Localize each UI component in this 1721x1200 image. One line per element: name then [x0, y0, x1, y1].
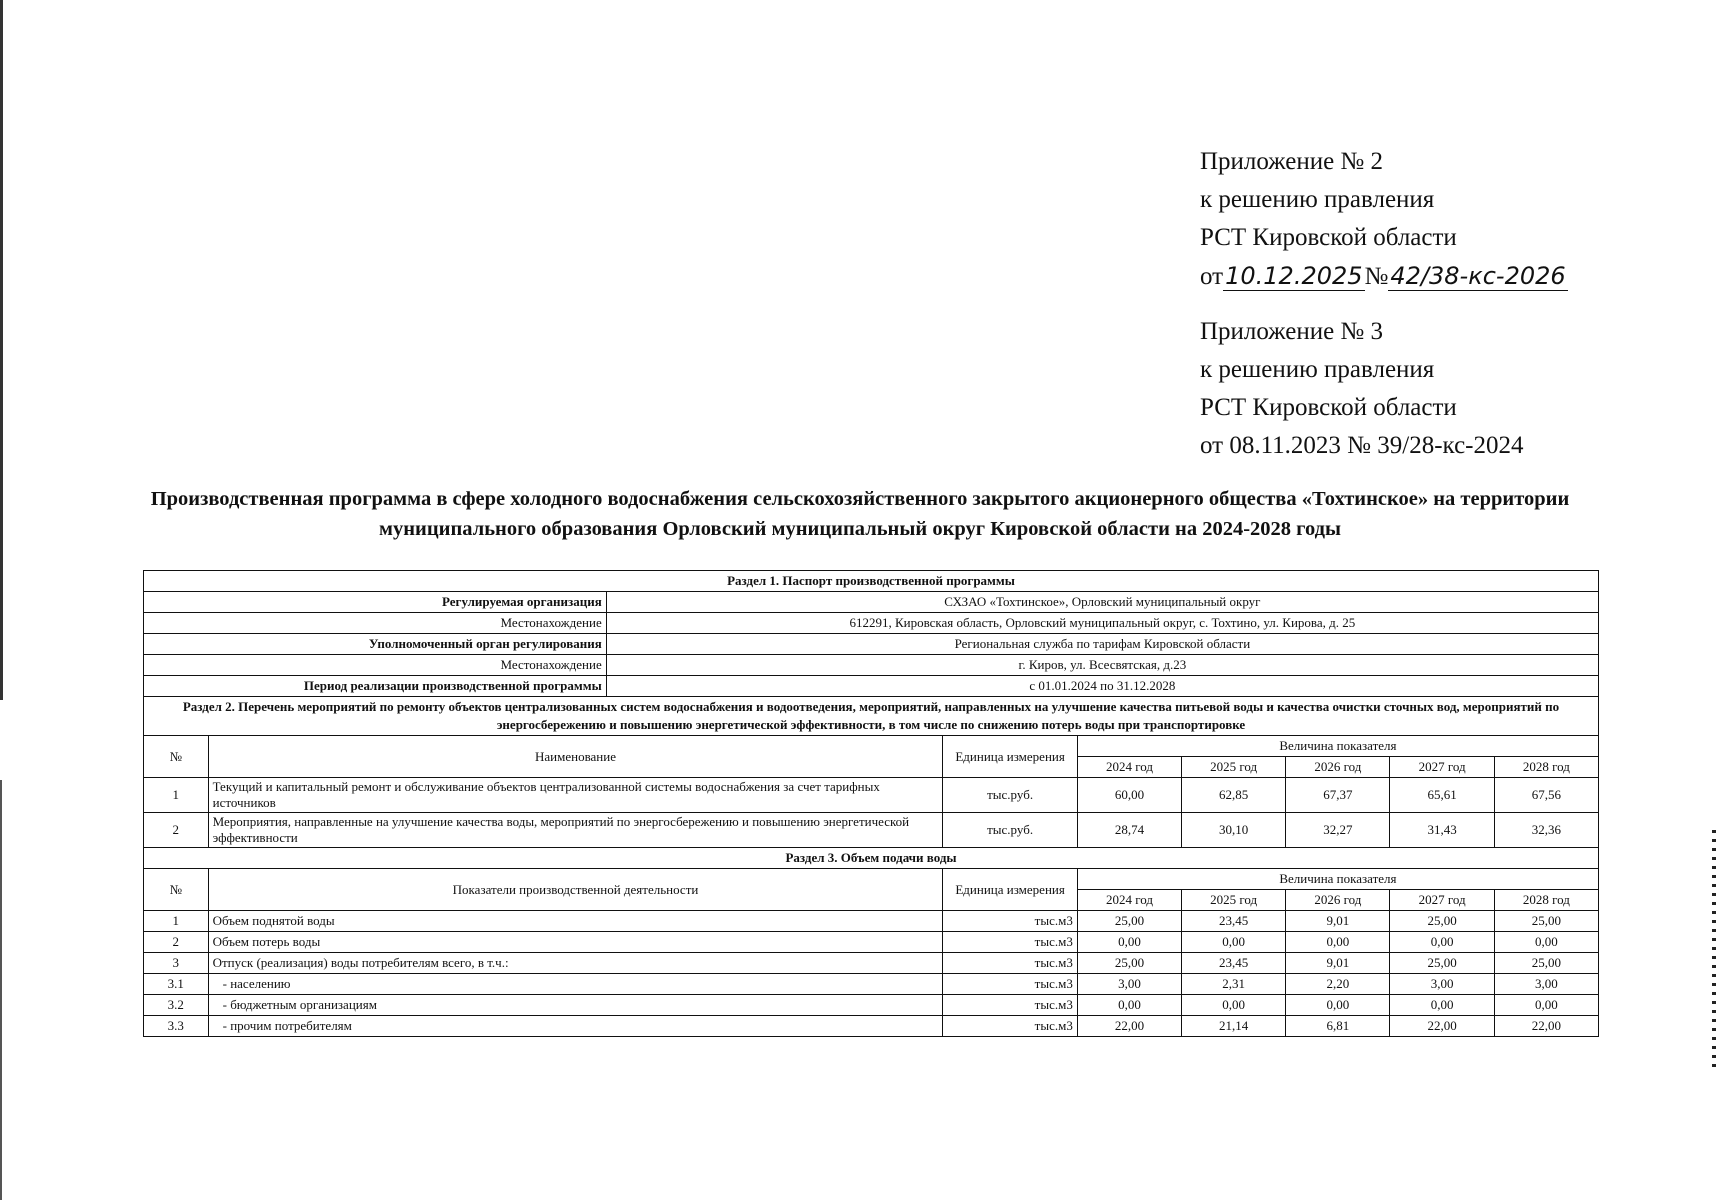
scan-edge-line: [0, 780, 2, 1200]
row-value: 25,00: [1077, 911, 1181, 932]
row-number: 3.1: [144, 974, 209, 995]
row-number: 1: [144, 911, 209, 932]
row-value: 25,00: [1390, 911, 1494, 932]
row-number: 3: [144, 953, 209, 974]
passport-label: Местонахождение: [144, 613, 607, 634]
year-header: 2028 год: [1494, 890, 1598, 911]
row-unit: тыс.м3: [943, 1016, 1077, 1037]
row-name: Мероприятия, направленные на улучшение качества воды, мероприятий по энергосбережению и повышению энергетической эффективности: [208, 813, 943, 848]
scan-side-marks: [1712, 830, 1716, 1070]
table-row: [144, 974, 1599, 995]
row-name: Объем поднятой воды: [208, 911, 943, 932]
row-value: 0,00: [1182, 995, 1286, 1016]
passport-label: Уполномоченный орган регулирования: [144, 634, 607, 655]
passport-value: Региональная служба по тарифам Кировской области: [606, 634, 1598, 655]
row-value: 0,00: [1077, 932, 1181, 953]
col-name-header: Наименование: [208, 736, 943, 778]
row-value: 9,01: [1286, 911, 1390, 932]
passport-row: [144, 676, 1599, 697]
document-title: Производственная программа в сфере холодного водоснабжения сельскохозяйственного закрытого акционерного общества «Тохтинское» на территории муниципального образования Орловский муниципальный округ Кировской области на 2024-2028 годы: [150, 488, 1570, 540]
table-row: [144, 813, 1599, 848]
year-header: 2024 год: [1077, 890, 1181, 911]
section2-heading: Раздел 2. Перечень мероприятий по ремонту объектов централизованных систем водоснабжения и водоотведения, мероприятий, направленных на улучшение качества питьевой воды и качества очистки сточных вод, мероприятий по энергосбережению и повышению энергетической эффективности, в том числе по снижению потерь воды при транспортировке: [144, 697, 1599, 736]
appendix-3-title: Приложение № 3: [1200, 318, 1384, 345]
row-value: 23,45: [1182, 911, 1286, 932]
row-value: 25,00: [1494, 953, 1598, 974]
row-name: Объем потерь воды: [208, 932, 943, 953]
row-value: 23,45: [1182, 953, 1286, 974]
row-unit: тыс.руб.: [943, 778, 1077, 813]
col-number-header: №: [144, 869, 209, 911]
row-value: 2,31: [1182, 974, 1286, 995]
number-sign: №: [1364, 263, 1389, 290]
appendix-2-title: Приложение № 2: [1200, 148, 1384, 175]
section2-header: [144, 697, 1599, 778]
year-header: 2026 год: [1286, 890, 1390, 911]
row-value: 25,00: [1494, 911, 1598, 932]
row-value: 67,56: [1494, 778, 1598, 813]
row-value: 30,10: [1182, 813, 1286, 848]
appendix-3-line: к решению правления: [1200, 356, 1435, 383]
section3-header: [144, 848, 1599, 911]
appendix-3-line: от 08.11.2023 № 39/28-кс-2024: [1200, 432, 1524, 459]
row-number: 1: [144, 778, 209, 813]
row-value: 6,81: [1286, 1016, 1390, 1037]
scan-edge-line: [0, 0, 3, 700]
passport-value: СХЗАО «Тохтинское», Орловский муниципальный округ: [606, 592, 1598, 613]
section3-rows: [144, 911, 1599, 1037]
row-value: 0,00: [1494, 995, 1598, 1016]
row-name: Текущий и капитальный ремонт и обслуживание объектов централизованной системы водоснабжения за счет тарифных источников: [208, 778, 943, 813]
row-value: 9,01: [1286, 953, 1390, 974]
from-prefix: от: [1200, 263, 1224, 290]
passport-row: [144, 655, 1599, 676]
table-row: [144, 932, 1599, 953]
row-unit: тыс.руб.: [943, 813, 1077, 848]
row-unit: тыс.м3: [943, 995, 1077, 1016]
row-value: 65,61: [1390, 778, 1494, 813]
row-value: 0,00: [1286, 932, 1390, 953]
row-value: 28,74: [1077, 813, 1181, 848]
row-number: 2: [144, 932, 209, 953]
year-header: 2027 год: [1390, 757, 1494, 778]
row-value: 0,00: [1182, 932, 1286, 953]
table-row: [144, 911, 1599, 932]
row-unit: тыс.м3: [943, 911, 1077, 932]
row-value: 22,00: [1494, 1016, 1598, 1037]
table-row: [144, 953, 1599, 974]
row-value: 3,00: [1077, 974, 1181, 995]
passport-row: [144, 613, 1599, 634]
year-header: 2026 год: [1286, 757, 1390, 778]
row-number: 3.3: [144, 1016, 209, 1037]
row-value: 0,00: [1494, 932, 1598, 953]
passport-label: Период реализации производственной программы: [144, 676, 607, 697]
passport-label: Местонахождение: [144, 655, 607, 676]
year-header: 2027 год: [1390, 890, 1494, 911]
row-unit: тыс.м3: [943, 974, 1077, 995]
col-name-header: Показатели производственной деятельности: [208, 869, 943, 911]
year-header: 2025 год: [1182, 757, 1286, 778]
row-value: 0,00: [1286, 995, 1390, 1016]
appendix-3-block: [1200, 313, 1524, 465]
row-name: Отпуск (реализация) воды потребителям всего, в т.ч.:: [208, 953, 943, 974]
row-unit: тыс.м3: [943, 953, 1077, 974]
row-name: - прочим потребителям: [208, 1016, 943, 1037]
row-value: 60,00: [1077, 778, 1181, 813]
table-row: [144, 778, 1599, 813]
appendix-2-line: РСТ Кировской области: [1200, 224, 1457, 251]
row-name: - бюджетным организациям: [208, 995, 943, 1016]
year-header: 2024 год: [1077, 757, 1181, 778]
handwritten-number: 42/38-кс-2026: [1390, 262, 1566, 290]
row-value: 2,20: [1286, 974, 1390, 995]
row-value: 25,00: [1077, 953, 1181, 974]
section1-passport: [144, 571, 1599, 592]
year-header: 2028 год: [1494, 757, 1598, 778]
row-value: 0,00: [1077, 995, 1181, 1016]
row-value: 22,00: [1390, 1016, 1494, 1037]
passport-value: с 01.01.2024 по 31.12.2028: [606, 676, 1598, 697]
row-value: 3,00: [1494, 974, 1598, 995]
row-value: 32,36: [1494, 813, 1598, 848]
col-number-header: №: [144, 736, 209, 778]
row-number: 2: [144, 813, 209, 848]
passport-value: г. Киров, ул. Всесвятская, д.23: [606, 655, 1598, 676]
row-name: - населению: [208, 974, 943, 995]
section1-heading: Раздел 1. Паспорт производственной программы: [144, 571, 1599, 592]
passport-value: 612291, Кировская область, Орловский муниципальный округ, с. Тохтино, ул. Кирова, д. 25: [606, 613, 1598, 634]
passport-row: [144, 592, 1599, 613]
col-value-header: Величина показателя: [1077, 869, 1598, 890]
row-unit: тыс.м3: [943, 932, 1077, 953]
passport-row: [144, 634, 1599, 655]
appendix-2-line: к решению правления: [1200, 186, 1435, 213]
section1-rows: [144, 592, 1599, 697]
row-value: 0,00: [1390, 995, 1494, 1016]
appendix-2-block: [1200, 143, 1568, 296]
row-value: 0,00: [1390, 932, 1494, 953]
col-value-header: Величина показателя: [1077, 736, 1598, 757]
passport-label: Регулируемая организация: [144, 592, 607, 613]
row-value: 31,43: [1390, 813, 1494, 848]
section2-rows: [144, 778, 1599, 848]
col-unit-header: Единица измерения: [943, 736, 1077, 778]
row-value: 25,00: [1390, 953, 1494, 974]
section3-heading: Раздел 3. Объем подачи воды: [144, 848, 1599, 869]
year-header: 2025 год: [1182, 890, 1286, 911]
appendix-3-line: РСТ Кировской области: [1200, 394, 1457, 421]
row-value: 22,00: [1077, 1016, 1181, 1037]
program-table: [143, 570, 1599, 1037]
appendix-2-date-line: [1200, 257, 1568, 296]
row-value: 21,14: [1182, 1016, 1286, 1037]
row-value: 62,85: [1182, 778, 1286, 813]
col-unit-header: Единица измерения: [943, 869, 1077, 911]
table-row: [144, 995, 1599, 1016]
row-value: 32,27: [1286, 813, 1390, 848]
handwritten-date: 10.12.2025: [1225, 262, 1363, 290]
row-value: 3,00: [1390, 974, 1494, 995]
row-number: 3.2: [144, 995, 209, 1016]
table-row: [144, 1016, 1599, 1037]
row-value: 67,37: [1286, 778, 1390, 813]
